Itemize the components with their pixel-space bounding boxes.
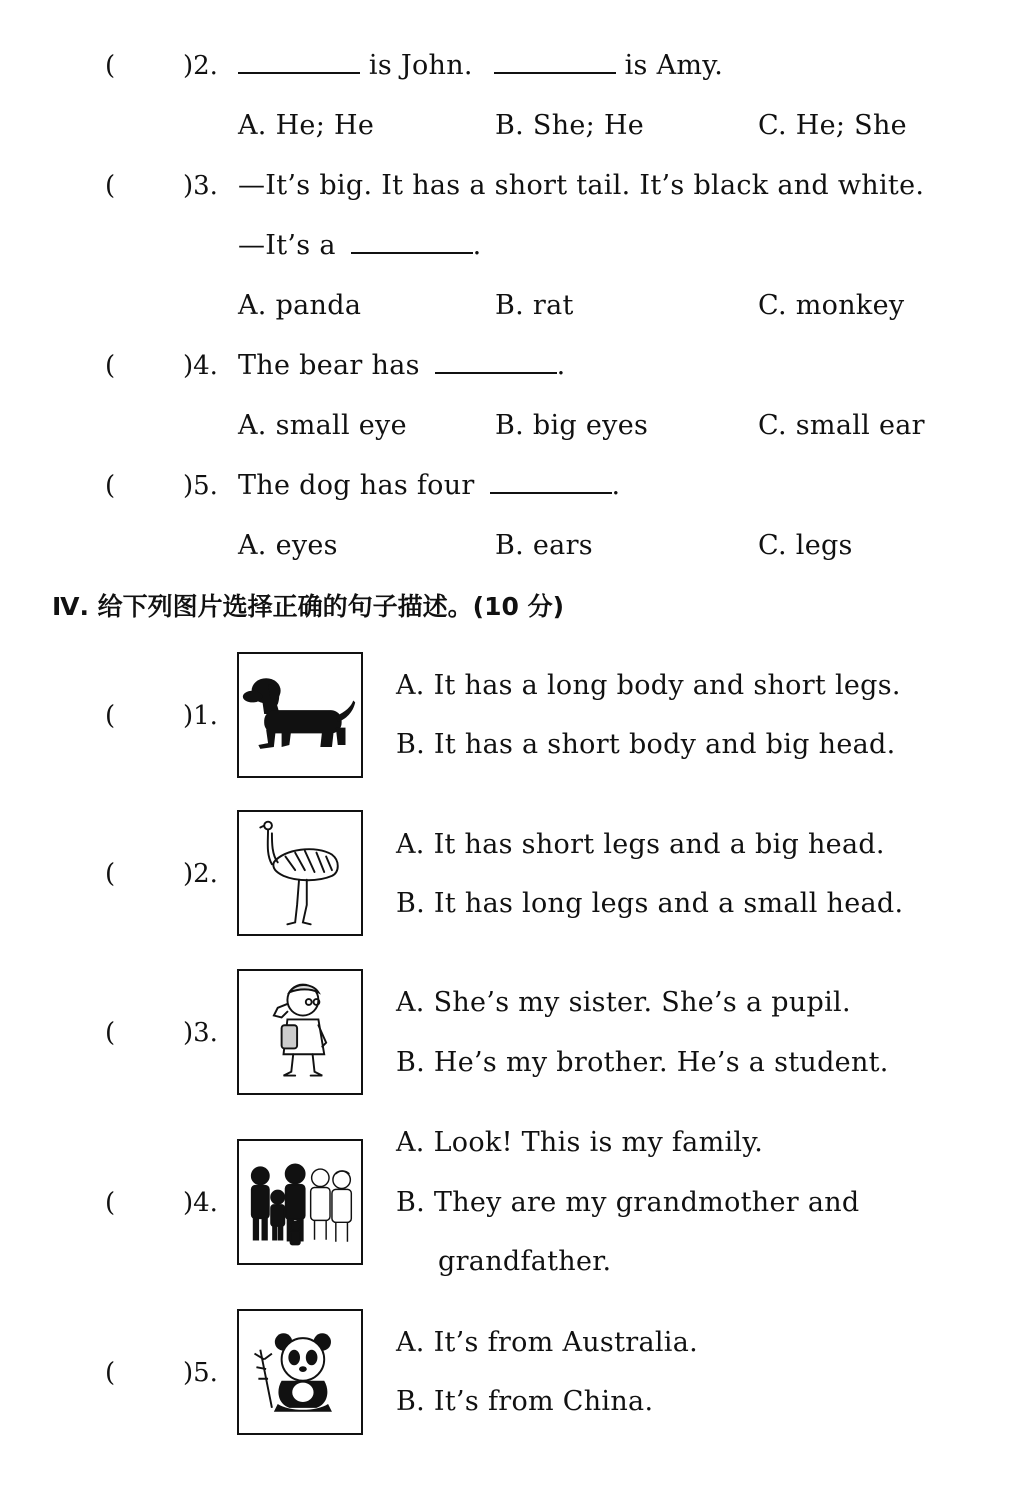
answer-paren-open: ( bbox=[105, 859, 116, 889]
choice-b: B. He’s my brother. He’s a student. bbox=[396, 1047, 889, 1078]
choice-a: A. It has a long body and short legs. bbox=[396, 670, 901, 701]
stem-prefix: The bear has bbox=[238, 350, 420, 381]
answer-paren-open: ( bbox=[105, 471, 116, 501]
choice-b: B. It has a short body and big head. bbox=[396, 729, 896, 760]
stem-suffix: . bbox=[472, 230, 482, 261]
choice-a: A. It’s from Australia. bbox=[396, 1327, 698, 1358]
question-stem bbox=[238, 350, 566, 382]
ostrich-picture bbox=[237, 810, 363, 936]
stem-prefix: The dog has four bbox=[238, 470, 475, 501]
option-b: B. big eyes bbox=[495, 410, 649, 441]
answer-blank bbox=[238, 52, 360, 74]
option-c: C. small ear bbox=[758, 410, 925, 441]
option-a: A. panda bbox=[238, 290, 362, 321]
choice-b: B. They are my grandmother and bbox=[396, 1187, 860, 1218]
dachshund-icon bbox=[239, 654, 361, 776]
answer-blank bbox=[490, 472, 612, 494]
question-number: )5. bbox=[183, 1358, 218, 1388]
question-number: )2. bbox=[183, 51, 218, 81]
question-number: )3. bbox=[183, 171, 218, 201]
choice-a: A. She’s my sister. She’s a pupil. bbox=[396, 987, 851, 1018]
schoolgirl-icon bbox=[239, 971, 361, 1093]
question-number: )2. bbox=[183, 859, 218, 889]
family-picture bbox=[237, 1139, 363, 1265]
ostrich-icon bbox=[239, 812, 361, 934]
schoolgirl-picture bbox=[237, 969, 363, 1095]
answer-paren-open: ( bbox=[105, 51, 116, 81]
panda-icon bbox=[239, 1311, 361, 1433]
stem-suffix: . bbox=[611, 470, 621, 501]
choice-b: B. It’s from China. bbox=[396, 1386, 654, 1417]
option-a: A. small eye bbox=[238, 410, 407, 441]
panda-picture bbox=[237, 1309, 363, 1435]
option-b: B. ears bbox=[495, 530, 593, 561]
question-stem bbox=[238, 50, 723, 82]
answer-paren-open: ( bbox=[105, 1188, 116, 1218]
question-number: )5. bbox=[183, 471, 218, 501]
choice-b-continued: grandfather. bbox=[438, 1246, 612, 1277]
choice-a: A. It has short legs and a big head. bbox=[396, 829, 885, 860]
stem-suffix: . bbox=[556, 350, 566, 381]
answer-paren-open: ( bbox=[105, 351, 116, 381]
answer-paren-open: ( bbox=[105, 701, 116, 731]
question-stem bbox=[238, 470, 620, 502]
dachshund-picture bbox=[237, 652, 363, 778]
answer-paren-open: ( bbox=[105, 1358, 116, 1388]
question-stem-line2 bbox=[238, 230, 482, 262]
question-number: )4. bbox=[183, 351, 218, 381]
stem-part: is John. bbox=[368, 50, 473, 81]
stem-part: is Amy. bbox=[624, 50, 724, 81]
answer-paren-open: ( bbox=[105, 1018, 116, 1048]
answer-blank bbox=[494, 52, 616, 74]
option-b: B. rat bbox=[495, 290, 574, 321]
question-stem: —It’s big. It has a short tail. It’s black and white. bbox=[238, 170, 925, 201]
answer-paren-open: ( bbox=[105, 171, 116, 201]
option-c: C. monkey bbox=[758, 290, 905, 321]
option-a: A. He; He bbox=[238, 110, 375, 141]
option-c: C. legs bbox=[758, 530, 853, 561]
section-heading: Ⅳ. 给下列图片选择正确的句子描述。(10 分) bbox=[52, 592, 565, 621]
family-icon bbox=[239, 1141, 361, 1263]
option-a: A. eyes bbox=[238, 530, 338, 561]
question-number: )4. bbox=[183, 1188, 218, 1218]
choice-b: B. It has long legs and a small head. bbox=[396, 888, 904, 919]
question-number: )3. bbox=[183, 1018, 218, 1048]
option-b: B. She; He bbox=[495, 110, 645, 141]
stem-prefix: —It’s a bbox=[238, 230, 336, 261]
answer-blank bbox=[435, 352, 557, 374]
option-c: C. He; She bbox=[758, 110, 907, 141]
choice-a: A. Look! This is my family. bbox=[396, 1127, 764, 1158]
question-number: )1. bbox=[183, 701, 218, 731]
answer-blank bbox=[351, 232, 473, 254]
